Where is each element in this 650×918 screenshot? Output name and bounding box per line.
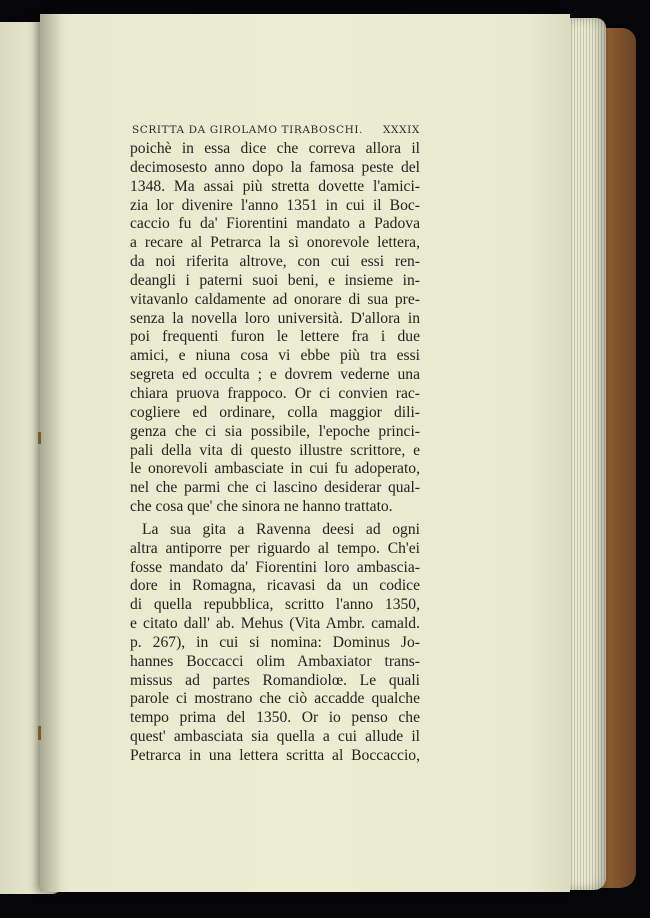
text-line: nel che parmi che ci lascino desiderar qual- — [130, 479, 420, 497]
paragraph-2 — [130, 521, 420, 766]
text-line: genza che ci sia possibile, l'epoche princi- — [130, 422, 420, 440]
body-text — [130, 140, 420, 766]
text-line: tempo prima del 1350. Or io penso che — [130, 709, 420, 727]
text-line: cogliere ed ordinare, colla maggior dili- — [130, 403, 420, 421]
text-line: dore in Romagna, ricavasi da un codice — [130, 577, 420, 595]
text-line: zia lor divenire l'anno 1351 in cui il Boc- — [130, 196, 420, 214]
text-line: chiara pruova frappoco. Or ci convien rac- — [130, 384, 420, 402]
text-line: senza la novella loro università. D'allora in — [130, 309, 420, 327]
text-line: quest' ambasciata sia quella a cui allude il — [130, 728, 420, 746]
text-line: amici, e niuna cosa vi ebbe più tra essi — [130, 347, 420, 365]
text-line: caccio fu da' Fiorentini mandato a Padova — [130, 215, 420, 233]
text-line: missus ad partes Romandiolœ. Le quali — [130, 671, 420, 689]
text-line: poichè in essa dice che correva allora il — [130, 140, 420, 157]
text-line: pali della vita di questo illustre scrittore, e — [130, 441, 420, 459]
text-line: e citato dall' ab. Mehus (Vita Ambr. camald. — [130, 615, 420, 633]
text-line: che cosa que' che sinora ne hanno trattato. — [130, 498, 393, 516]
running-head — [132, 124, 420, 136]
text-line: le onorevoli ambasciate in cui fu adoperato, — [130, 460, 420, 478]
text-line: Petrarca in una lettera scritta al Boccaccio, — [130, 747, 420, 764]
text-line: decimosesto anno dopo la famosa peste del — [130, 158, 420, 176]
text-line: parole ci mostrano che ciò accadde qualche — [130, 690, 420, 708]
paragraph-1 — [130, 140, 420, 517]
gutter-shadow — [40, 14, 62, 892]
text-line: La sua gita a Ravenna deesi ad ogni — [142, 520, 420, 538]
text-line: a recare al Petrarca la sì onorevole lettera, — [130, 234, 420, 252]
text-line: hannes Boccacci olim Ambaxiator trans- — [130, 652, 420, 670]
margin-mark — [38, 726, 41, 740]
text-line: fosse mandato da' Fiorentini loro ambascia- — [130, 558, 420, 576]
text-line: segreta ed occulta ; e dovrem vederne una — [130, 366, 420, 384]
text-line: deangli i paterni suoi beni, e insieme in- — [130, 271, 420, 289]
text-line: vitavanlo caldamente ad onorare di sua pre- — [130, 290, 420, 308]
text-line: da noi riferita altrove, con cui essi ren- — [130, 253, 420, 271]
page-number: XXXIX — [382, 124, 420, 136]
text-line: p. 267), in cui si nomina: Dominus Jo- — [130, 633, 420, 651]
text-line: altra antiporre per riguardo al tempo. Ch'ei — [130, 539, 420, 557]
text-line: poi frequenti furon le lettere fra i due — [130, 328, 420, 346]
margin-mark — [38, 432, 41, 444]
text-line: di quella repubblica, scritto l'anno 1350, — [130, 596, 420, 614]
running-head-title: SCRITTA DA GIROLAMO TIRABOSCHI. — [132, 124, 364, 136]
text-line: 1348. Ma assai più stretta dovette l'amici- — [130, 177, 420, 195]
